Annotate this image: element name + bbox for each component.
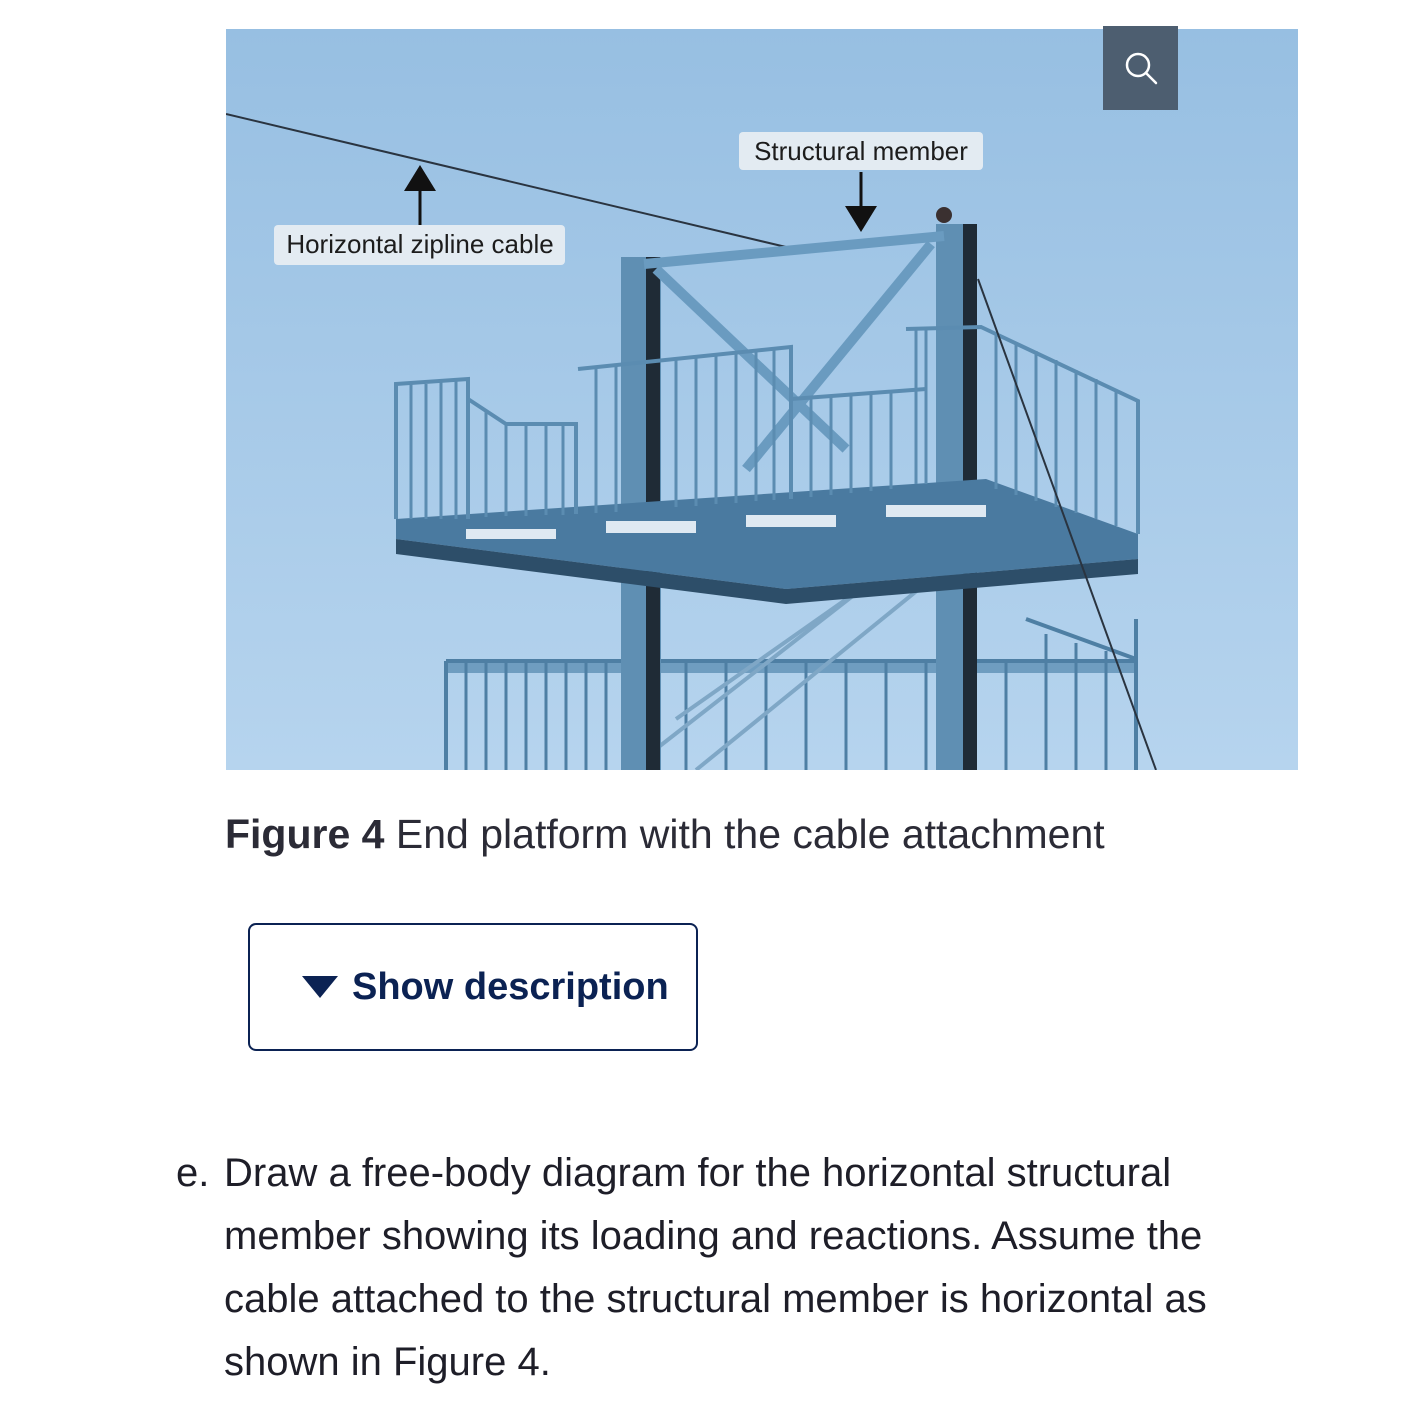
callout-cable-label: Horizontal zipline cable — [286, 229, 554, 259]
question-item — [176, 1142, 1296, 1394]
question-text: Draw a free-body diagram for the horizontal structural member showing its loading and reactions. Assume the cable attached to the structural member is horizontal as shown in Figure 4. — [224, 1151, 1207, 1384]
figure-caption-text: End platform with the cable attachment — [395, 811, 1105, 857]
triangle-down-icon — [302, 976, 338, 998]
search-icon — [1123, 50, 1159, 86]
figure-caption — [225, 808, 1105, 860]
figure-number: Figure 4 — [225, 811, 385, 857]
zoom-image-button[interactable] — [1103, 26, 1178, 110]
figure-image[interactable] — [226, 29, 1298, 770]
callout-member-label: Structural member — [754, 136, 968, 166]
show-description-button[interactable] — [248, 923, 698, 1051]
question-marker: e. — [176, 1151, 210, 1195]
platform-photo-illustration — [226, 29, 1298, 770]
show-description-label: Show description — [352, 965, 669, 1008]
